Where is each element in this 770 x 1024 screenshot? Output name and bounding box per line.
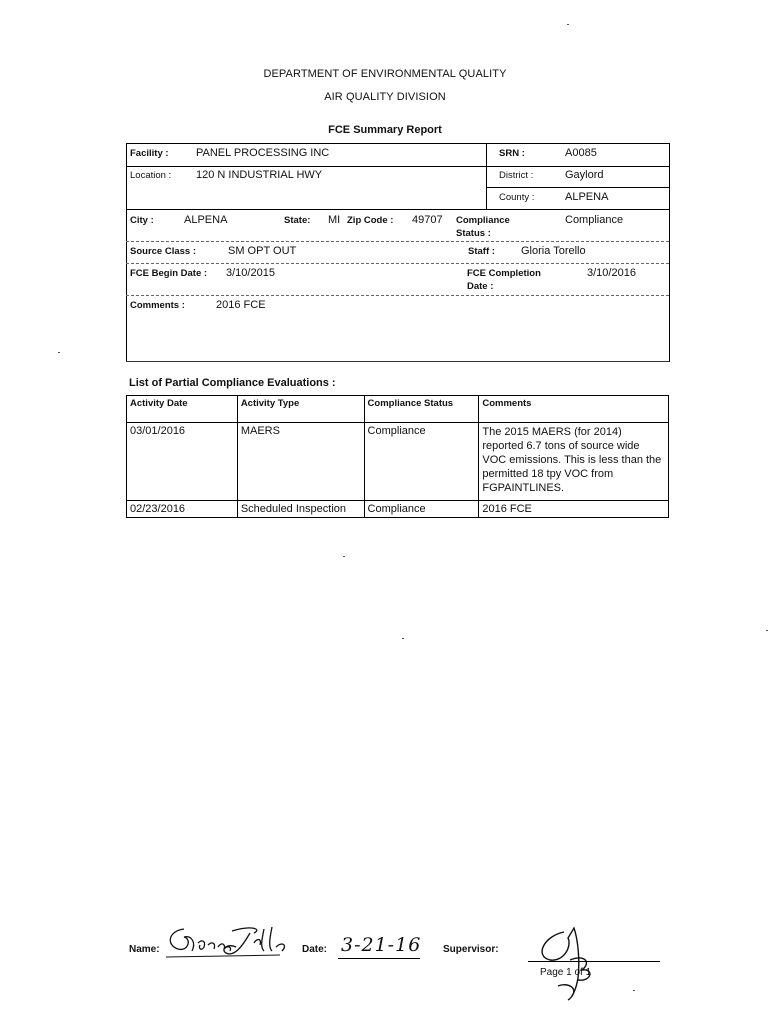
- facility-value: PANEL PROCESSING INC: [196, 147, 330, 159]
- compliance-status-value: Compliance: [565, 214, 624, 226]
- location-value: 120 N INDUSTRIAL HWY: [196, 169, 323, 181]
- county-value: ALPENA: [565, 191, 609, 203]
- activity-type-cell: Scheduled Inspection: [237, 501, 364, 518]
- page-number: Page 1 of 1: [540, 967, 592, 978]
- comments-value: 2016 FCE: [216, 299, 266, 311]
- staff-label: Staff :: [468, 246, 495, 257]
- state-value: MI: [328, 214, 341, 226]
- column-header: Compliance Status: [364, 396, 479, 423]
- column-header: Activity Date: [127, 396, 238, 423]
- activity-type-cell: MAERS: [237, 423, 364, 501]
- srn-label: SRN :: [499, 148, 525, 159]
- column-header: Activity Type: [237, 396, 364, 423]
- fce-completion-value: 3/10/2016: [587, 267, 636, 279]
- date-label: Date:: [302, 944, 328, 955]
- column-header: Comments: [479, 396, 669, 423]
- report-title: FCE Summary Report: [328, 124, 442, 136]
- state-label: State:: [284, 215, 311, 226]
- comments-cell: 2016 FCE: [479, 501, 669, 518]
- comments-label: Comments :: [130, 300, 185, 311]
- district-label: District :: [499, 170, 534, 181]
- location-label: Location :: [130, 170, 172, 181]
- table-row: [127, 501, 669, 518]
- fce-begin-label: FCE Begin Date :: [130, 268, 208, 279]
- compliance-status-cell: Compliance: [364, 501, 479, 518]
- name-label: Name:: [129, 944, 160, 955]
- facility-label: Facility :: [130, 148, 169, 159]
- district-value: Gaylord: [565, 169, 604, 181]
- source-class-value: SM OPT OUT: [228, 245, 297, 257]
- partial-evaluations-table: [126, 395, 669, 518]
- zip-label: Zip Code :: [347, 215, 394, 226]
- fce-completion-label-2: Date :: [467, 281, 494, 292]
- partial-evaluations-heading: List of Partial Compliance Evaluations :: [129, 377, 336, 389]
- srn-value: A0085: [565, 147, 597, 159]
- county-label: County :: [499, 192, 535, 203]
- name-signature: [162, 921, 300, 968]
- supervisor-label: Supervisor:: [443, 944, 499, 955]
- department-heading: DEPARTMENT OF ENVIRONMENTAL QUALITY: [263, 68, 507, 80]
- fce-begin-value: 3/10/2015: [226, 267, 275, 279]
- compliance-status-label: Compliance: [456, 215, 510, 226]
- activity-date-cell: 02/23/2016: [127, 501, 238, 518]
- table-header-row: [127, 396, 669, 423]
- city-label: City :: [130, 215, 154, 226]
- comments-cell: The 2015 MAERS (for 2014) reported 6.7 tons of source wide VOC emissions. This is less than the permitted 18 tpy VOC from FGPAINTLINES.: [479, 423, 669, 501]
- staff-value: Gloria Torello: [521, 245, 586, 257]
- compliance-status-cell: Compliance: [364, 423, 479, 501]
- signature-date: 3-21-16: [341, 934, 422, 956]
- table-row: [127, 423, 669, 501]
- zip-value: 49707: [412, 214, 443, 226]
- compliance-status-label-2: Status :: [456, 228, 491, 239]
- division-heading: AIR QUALITY DIVISION: [324, 91, 446, 103]
- city-value: ALPENA: [184, 214, 228, 226]
- activity-date-cell: 03/01/2016: [127, 423, 238, 501]
- source-class-label: Source Class :: [130, 246, 196, 257]
- fce-completion-label: FCE Completion: [467, 268, 541, 279]
